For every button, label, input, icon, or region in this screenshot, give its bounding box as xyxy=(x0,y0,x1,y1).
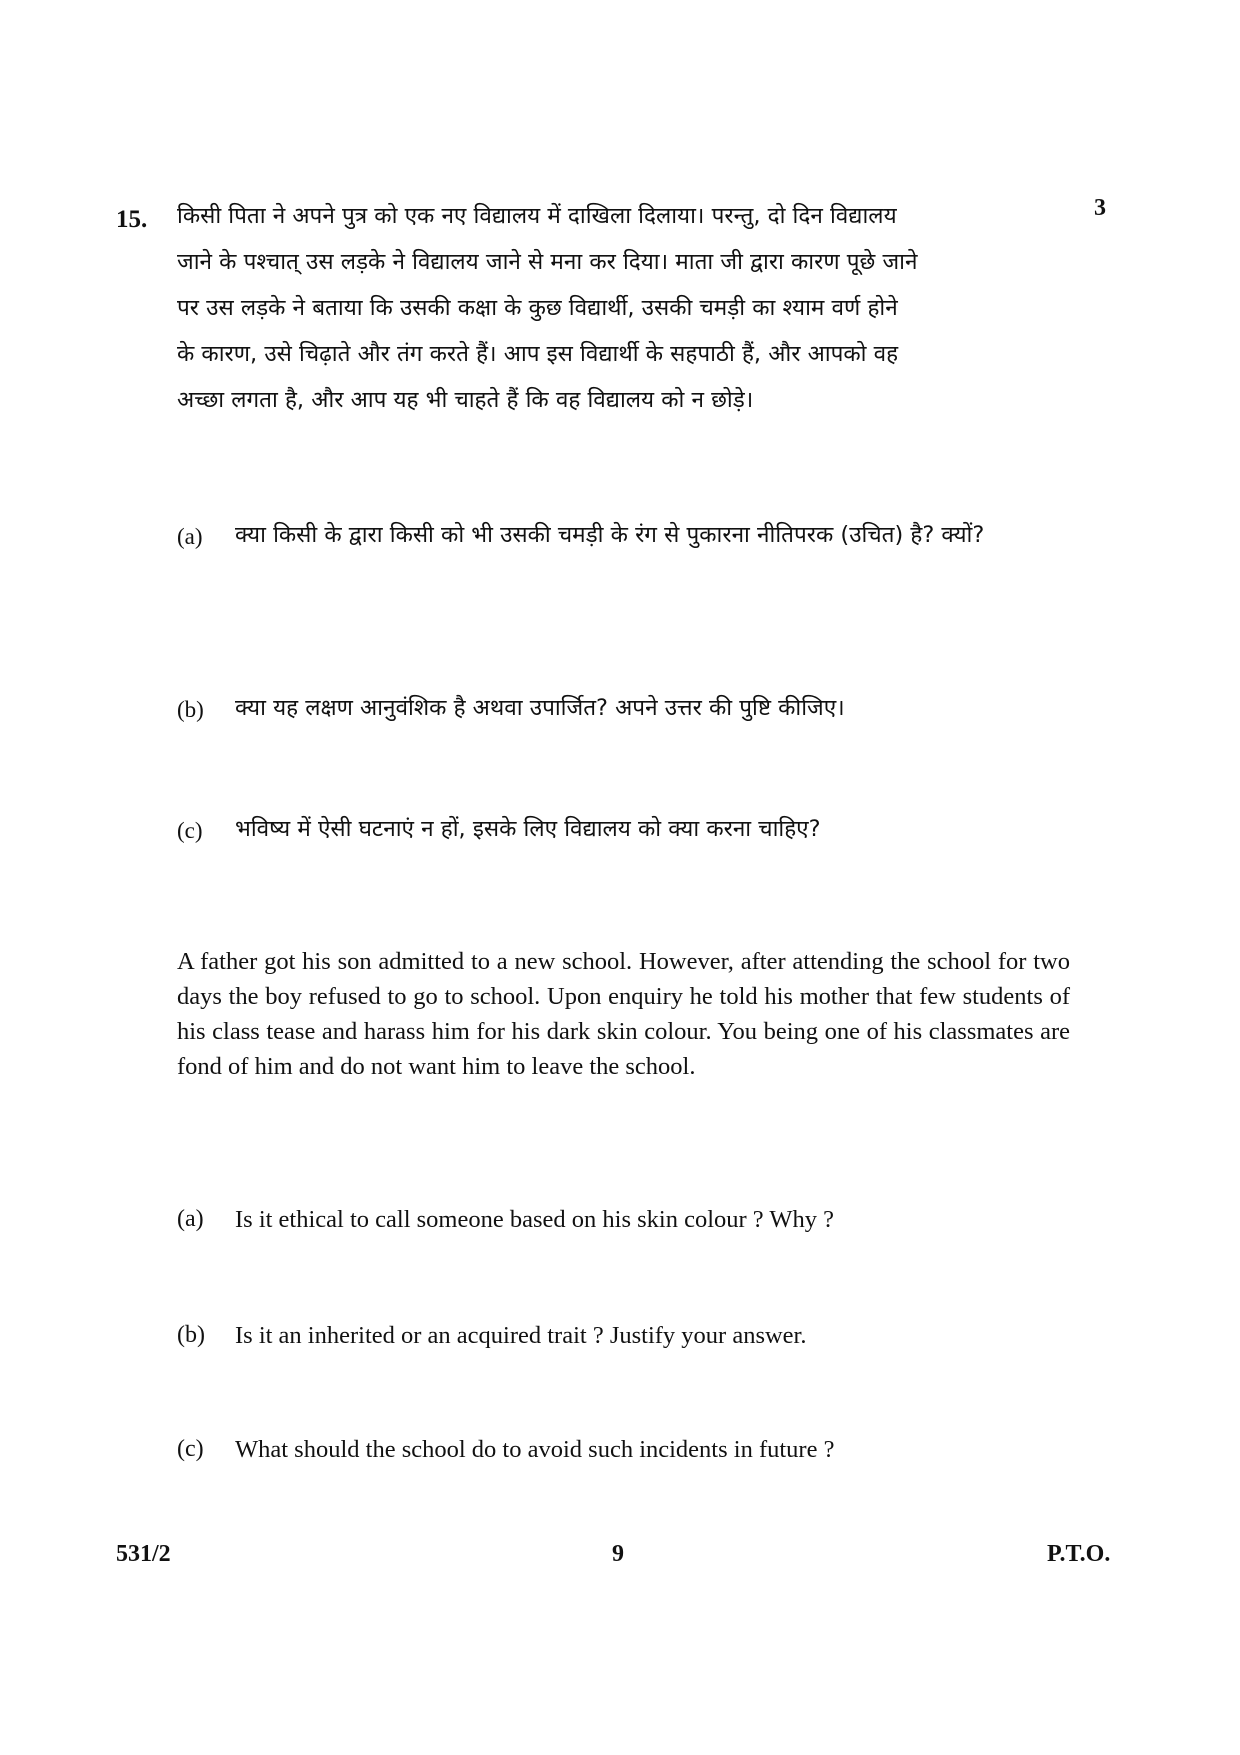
part-text: क्या किसी के द्वारा किसी को भी उसकी चमड़ी के रंग से पुकारना नीतिपरक (उचित) है? क्यों? xyxy=(235,522,985,548)
part-label: (c) xyxy=(177,1436,204,1462)
part-label: (a) xyxy=(177,524,203,549)
english-question-paragraph: A father got his son admitted to a new school. However, after attending the school for two days the boy refused to go to school. Upon enquiry he told his mother that few students of his class tease and harass him for his dark skin colour. You being one of his classmates are fond of him and do not want him to leave the school. xyxy=(177,948,1070,1080)
hindi-line: पर उस लड़के ने बताया कि उसकी कक्षा के कुछ विद्यार्थी, उसकी चमड़ी का श्याम वर्ण होने xyxy=(177,295,898,321)
hindi-line: के कारण, उसे चिढ़ाते और तंग करते हैं। आप इस विद्यार्थी के सहपाठी हैं, और आपको वह xyxy=(177,341,899,367)
part-label: (b) xyxy=(177,697,204,722)
paper-code: 531/2 xyxy=(116,1541,171,1567)
hindi-line: अच्छा लगता है, और आप यह भी चाहते हैं कि वह विद्यालय को न छोड़े। xyxy=(177,387,754,413)
hindi-line: जाने के पश्चात् उस लड़के ने विद्यालय जाने से मना कर दिया। माता जी द्वारा कारण पूछे जाने xyxy=(177,249,918,275)
part-label: (b) xyxy=(177,1322,205,1348)
part-label: (a) xyxy=(177,1206,204,1232)
part-text: Is it an inherited or an acquired trait ? Justify your answer. xyxy=(235,1322,807,1349)
question-marks: 3 xyxy=(1094,195,1106,221)
part-text: क्या यह लक्षण आनुवंशिक है अथवा उपार्जित? अपने उत्तर की पुष्टि कीजिए। xyxy=(235,695,845,721)
hindi-question-paragraph xyxy=(177,193,1070,423)
part-text: What should the school do to avoid such incidents in future ? xyxy=(235,1436,835,1463)
hindi-line: किसी पिता ने अपने पुत्र को एक नए विद्यालय में दाखिला दिलाया। परन्तु, दो दिन विद्यालय xyxy=(177,203,897,229)
pto-label: P.T.O. xyxy=(1047,1541,1111,1567)
question-number: 15. xyxy=(116,206,148,233)
part-text: भविष्य में ऐसी घटनाएं न हों, इसके लिए विद्यालय को क्या करना चाहिए? xyxy=(235,816,821,842)
page-number: 9 xyxy=(612,1541,624,1567)
part-label: (c) xyxy=(177,818,203,843)
part-text: Is it ethical to call someone based on his skin colour ? Why ? xyxy=(235,1206,834,1233)
